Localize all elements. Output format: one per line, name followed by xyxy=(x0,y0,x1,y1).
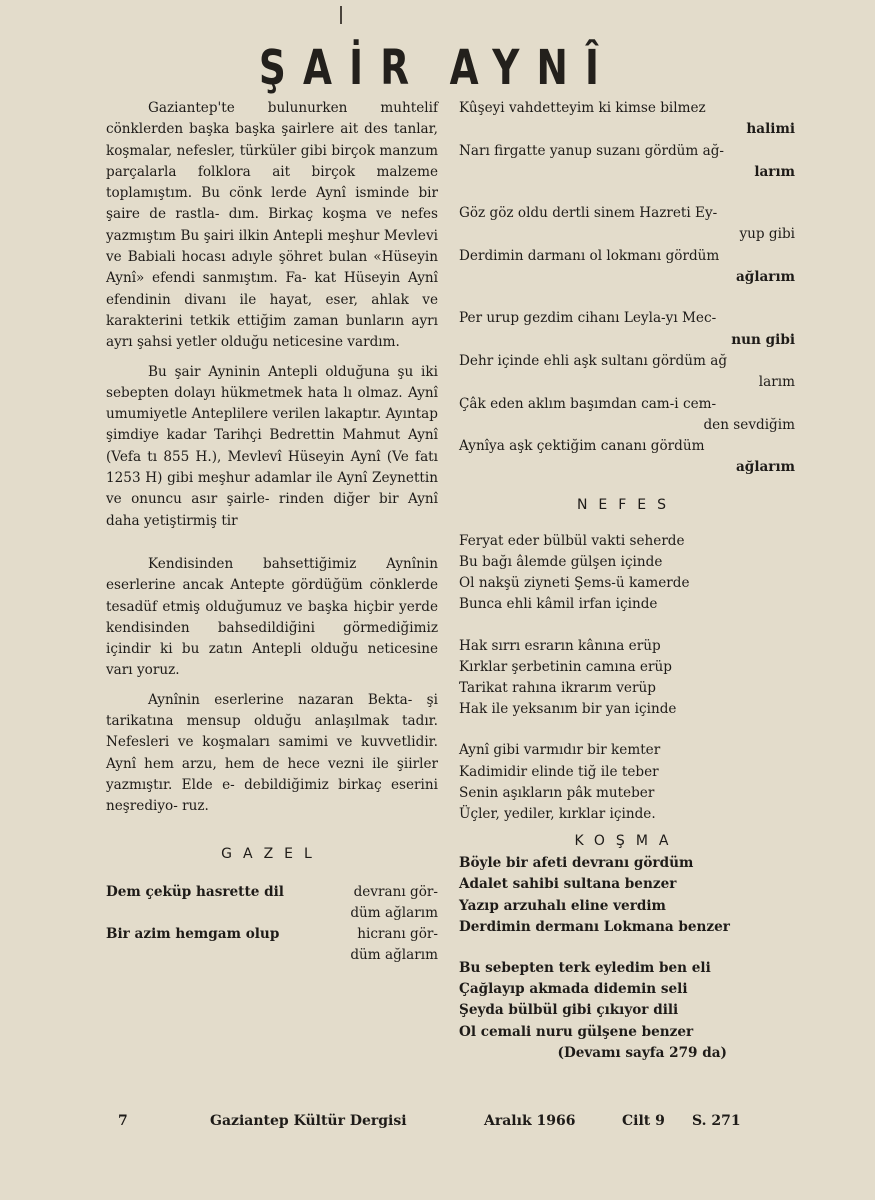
gazel-couplet-2 xyxy=(106,924,438,967)
kosma-stanza-2: Bu sebepten terk eyledim ben eli Çağlayıp akmada didemin seli Şeyda bülbül gibi çıkıyor dili Ol cemali nuru gülşene benzer xyxy=(459,960,711,1040)
gazel-continuation-couplet-4: Çâk eden aklım başımdan cam-i cem- den sevdiğim Aynîya aşk çektiğim cananı gördüm ağlarım xyxy=(459,395,795,476)
issue-number: S. 271 xyxy=(692,1113,741,1129)
intro-paragraph-3: Kendisinden bahsettiğimiz Aynînin eserlerine ancak Antepte gördüğüm cönklerde tesadüf etmiş olduğumuz ve başka hiçbir yerde kendisinden bahsedildiğini görmediğimiz içindir ki bu zatın Antepli olduğu neticesine varı yoruz. xyxy=(106,555,438,679)
right-column xyxy=(459,98,795,1064)
volume-number: Cilt 9 xyxy=(622,1113,665,1129)
gazel-heading: GAZEL xyxy=(221,845,323,862)
gazel-line-a: Bir azim hemgam olup xyxy=(106,926,280,943)
page-footer xyxy=(0,1113,875,1135)
gazel-line-b: devranı gör- xyxy=(353,883,438,900)
left-column xyxy=(106,98,438,967)
gazel-line-b: hicranı gör- xyxy=(357,926,438,943)
scan-mark xyxy=(340,6,342,24)
gazel-line-a: Dem çeküp hasrette dil xyxy=(106,883,284,900)
journal-name: Gaziantep Kültür Dergisi xyxy=(210,1113,407,1129)
nefes-stanza-1: Feryat eder bülbül vakti seherde Bu bağı âlemde gülşen içinde Ol nakşü ziyneti Şems-ü kamerde Bunca ehli kâmil irfan içinde xyxy=(459,532,690,613)
gazel-couplet-1 xyxy=(106,882,438,925)
nefes-heading: NEFES xyxy=(576,496,678,513)
kosma-stanza-1: Böyle bir afeti devranı gördüm Adalet sahibi sultana benzer Yazıp arzuhalı eline verdim Derdimin dermanı Lokmana benzer xyxy=(459,855,730,935)
title-word-2: AYNÎ xyxy=(449,40,617,96)
gazel-line-c: düm ağlarım xyxy=(350,904,438,921)
page-title xyxy=(96,40,779,96)
gazel-line-c: düm ağlarım xyxy=(350,947,438,964)
issue-date: Aralık 1966 xyxy=(484,1113,576,1129)
nefes-stanza-2: Hak sırrı esrarın kânına erüp Kırklar şerbetinin camına erüp Tarikat rahına ikrarım verüp Hak ile yeksanım bir yan içinde xyxy=(459,637,677,718)
gazel-continuation-couplet-2: Göz göz oldu dertli sinem Hazreti Ey- yup gibi Derdimin darmanı ol lokmanı gördüm ağlarım xyxy=(459,205,795,286)
gazel-continuation-couplet-3: Per urup gezdim cihanı Leyla-yı Mec- nun gibi Dehr içinde ehli aşk sultanı gördüm ağ larım xyxy=(459,310,795,391)
continued-note: (Devamı sayfa 279 da) xyxy=(557,1044,727,1061)
kosma-heading: KOŞMA xyxy=(574,833,680,850)
title-word-1: ŞAİR xyxy=(258,40,427,96)
intro-paragraph-4: Aynînin eserlerine nazaran Bekta- şi tarikatına mensup olduğu anlaşılmak tadır. Nefesleri ve koşmaları samimi ve kuvvetlidir. Aynî hem arzu, hem de hece vezni ile şiirler yazmıştır. Elde e- debildiğimiz birkaç eserini neşrediyo- ruz. xyxy=(106,691,438,815)
page-number: 7 xyxy=(118,1113,128,1129)
intro-paragraph-1: Gaziantep'te bulunurken muhtelif cönklerden başka başka şairlere ait des tanlar, koşmalar, nefesler, türküler gibi birçok manzum parçalarla folklora ait birçok malzeme toplamıştım. Bu cönk lerde Aynî isminde bir şaire de rastla- dım. Birkaç koşma ve nefes yazmıştım Bu şairi ilkin Antepli meşhur Mevlevi ve Babiali hocası adıyle şöhret bulan «Hüseyin Aynî» efendi sanmıştım. Fa- kat Hüseyin Aynî efendinin divanı ile hayat, eser, ahlak ve karakterini tetkik ettiğim zaman bunların ayrı ayrı şahsi yetler olduğu neticesine vardım. xyxy=(106,100,438,351)
intro-paragraph-2: Bu şair Ayninin Antepli olduğuna şu iki sebepten dolayı hükmetmek hata lı olmaz. Aynî umumiyetle Anteplilere verilen lakaptır. Ayıntap şimdiye kadar Tarihçi Bedrettin Mahmut Aynî (Vefa tı 855 H.), Mevlevî Hüseyin Aynî (Ve fatı 1253 H) gibi meşhur adamlar ile Aynî Zeynettin ve onuncu asır şairle- rinden diğer bir Aynî daha yetiştirmiş tir xyxy=(106,363,438,529)
nefes-stanza-3: Aynî gibi varmıdır bir kemter Kadimidir elinde tiğ ile teber Senin aşıkların pâk muteber Üçler, yediler, kırklar içinde. xyxy=(459,742,661,822)
gazel-continuation-couplet-1: Kûşeyi vahdetteyim ki kimse bilmez halimi Narı firgatte yanup suzanı gördüm ağ- larım xyxy=(459,100,795,180)
